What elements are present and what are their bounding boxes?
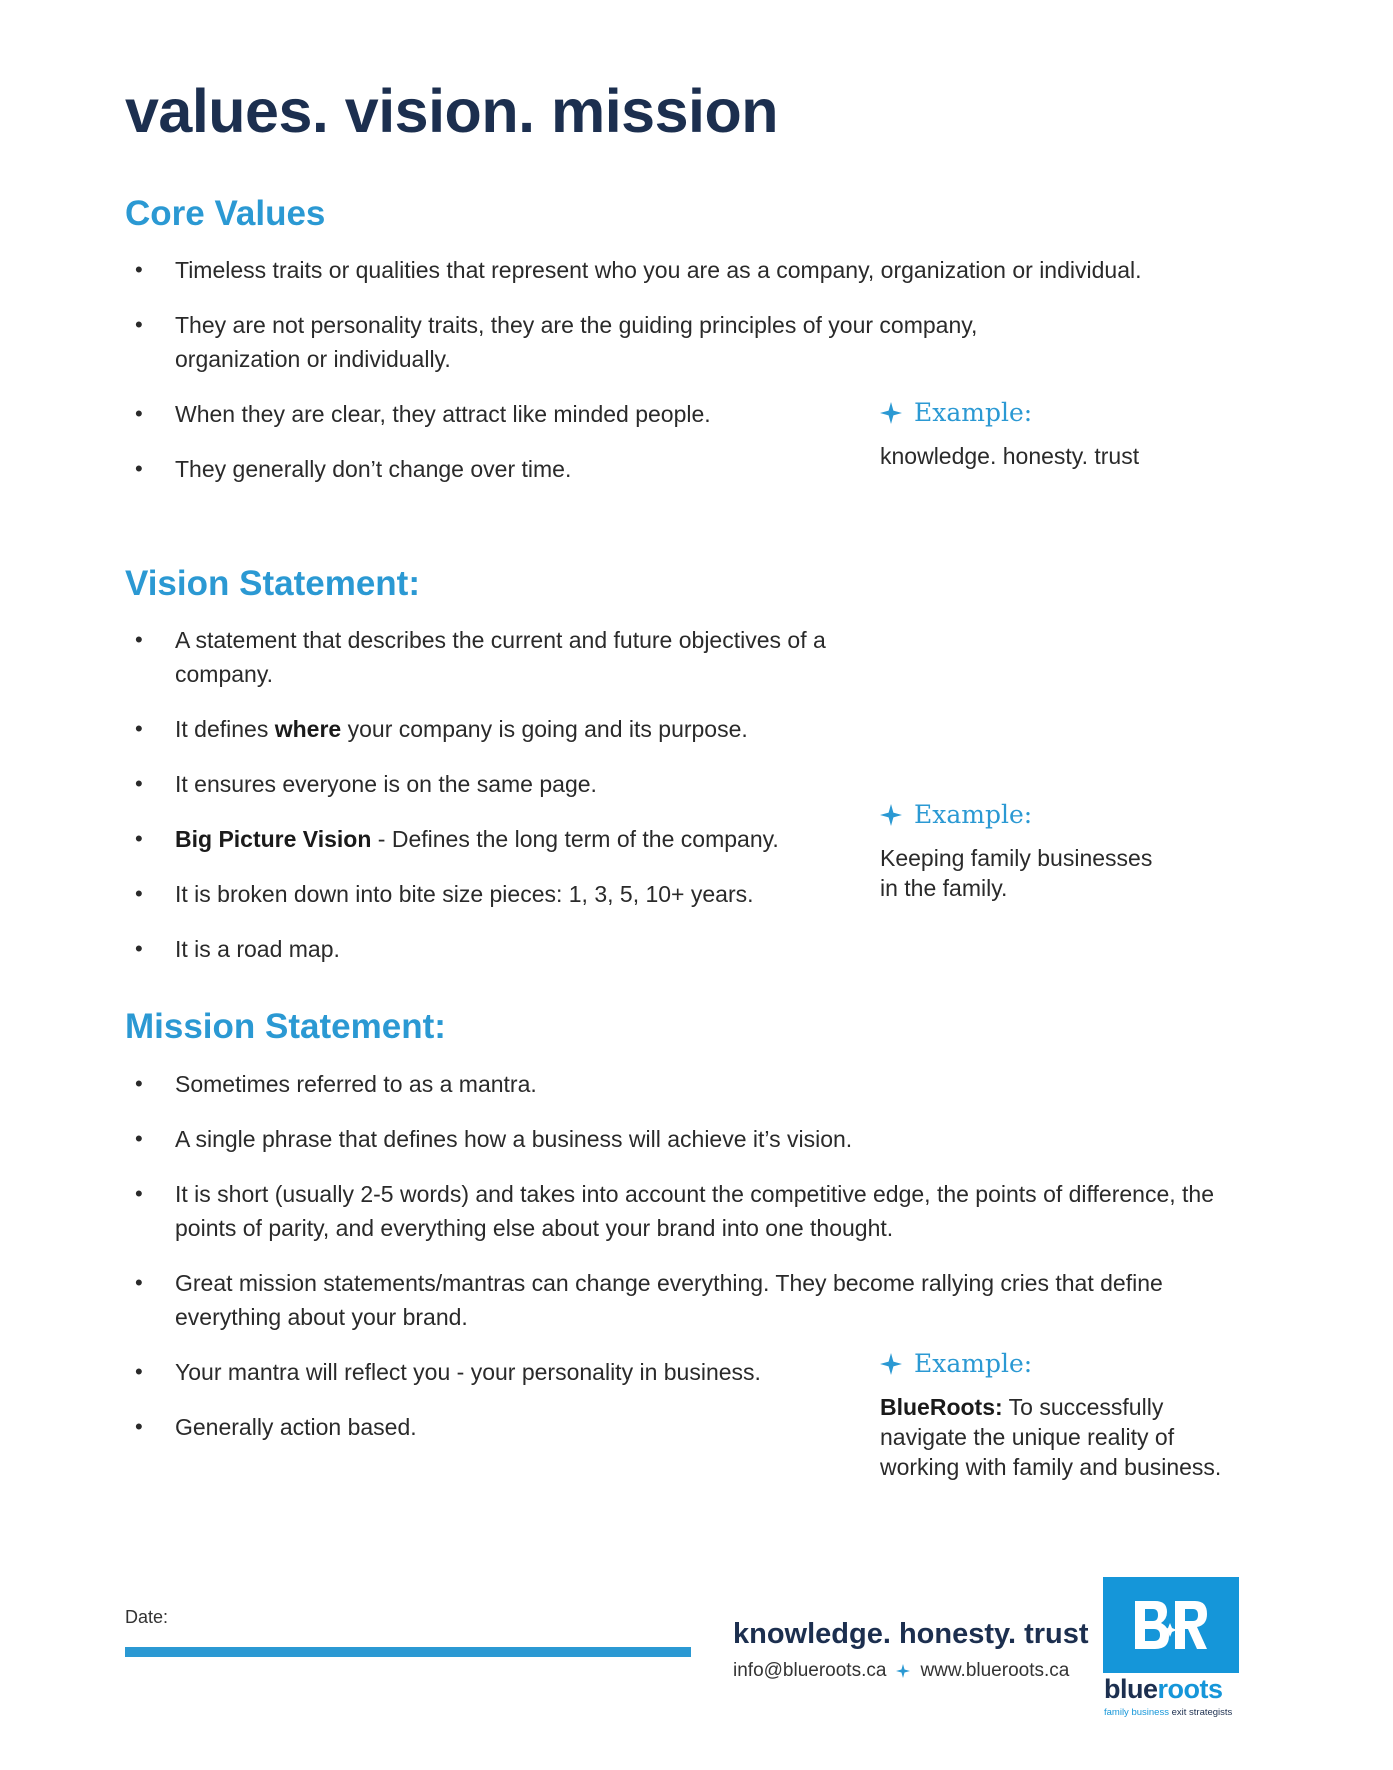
blueroots-logo-icon	[1103, 1577, 1239, 1673]
date-line	[125, 1647, 691, 1657]
bullet-text: your company is going and its purpose.	[341, 716, 748, 742]
list-item: • It is broken down into bite size pieces: 1, 3, 5, 10+ years.	[125, 877, 905, 911]
logo-word-a: blue	[1104, 1674, 1158, 1704]
list-item: • Sometimes referred to as a mantra.	[125, 1067, 1245, 1101]
example-label: Example:	[914, 1349, 1033, 1378]
example-emphasis: BlueRoots:	[880, 1394, 1003, 1420]
website-link[interactable]: www.blueroots.ca	[920, 1660, 1070, 1681]
footer-tagline: knowledge. honesty. trust	[733, 1618, 1089, 1650]
br-monogram-icon	[1131, 1597, 1211, 1653]
list-item: • They generally don’t change over time.	[125, 452, 1205, 486]
list-item: • Your mantra will reflect you - your personality in business.	[125, 1355, 1245, 1389]
logo-wordmark	[1104, 1674, 1223, 1705]
footer-contact	[733, 1660, 1069, 1682]
example-text: knowledge. honesty. trust	[880, 443, 1140, 469]
sparkle-icon	[896, 1664, 910, 1678]
example-line: navigate the unique reality of	[880, 1424, 1175, 1450]
example-text	[880, 1392, 1221, 1482]
email-link[interactable]: info@blueroots.ca	[733, 1660, 887, 1681]
sparkle-icon	[880, 804, 902, 826]
list-item: • When they are clear, they attract like minded people.	[125, 397, 1205, 431]
list-item: • It is a road map.	[125, 932, 905, 966]
bullet-emphasis: where	[274, 716, 342, 742]
page-title: values. vision. mission	[125, 77, 778, 145]
sparkle-icon	[880, 1353, 902, 1375]
example-text	[880, 843, 1152, 903]
example-line: Keeping family businesses	[880, 845, 1153, 871]
list-item: • It ensures everyone is on the same page.	[125, 767, 905, 801]
core-values-heading: Core Values	[125, 194, 326, 233]
list-item: • Great mission statements/mantras can change everything. They become rallying cries that define everything about your brand.	[125, 1266, 1215, 1334]
sparkle-icon	[880, 402, 902, 424]
example-line: To successfully	[1002, 1394, 1164, 1420]
vision-example	[880, 800, 1152, 903]
example-label: Example:	[914, 398, 1033, 427]
list-item	[125, 822, 905, 856]
list-item: • Timeless traits or qualities that represent who you are as a company, organization or individual.	[125, 253, 1205, 287]
list-item	[125, 712, 905, 746]
mission-heading: Mission Statement:	[125, 1007, 446, 1046]
list-item: • A single phrase that defines how a business will achieve it’s vision.	[125, 1122, 1245, 1156]
logo-subtitle	[1104, 1707, 1232, 1718]
date-label: Date:	[125, 1607, 169, 1627]
vision-list	[125, 623, 905, 987]
bullet-text: - Defines the long term of the company.	[371, 826, 779, 852]
bullet-emphasis: Big Picture Vision	[175, 826, 372, 852]
example-line: working with family and business.	[880, 1454, 1222, 1480]
list-item: • They are not personality traits, they are the guiding principles of your company, organization or individually.	[125, 308, 1075, 376]
bullet-text: It defines	[175, 716, 275, 742]
logo-word-b: roots	[1157, 1674, 1223, 1704]
list-item: • Generally action based.	[125, 1410, 1245, 1444]
mission-example	[880, 1349, 1221, 1482]
logo-sub-b: exit strategists	[1168, 1707, 1233, 1718]
list-item: • A statement that describes the current and future objectives of a company.	[125, 623, 905, 691]
core-values-example	[880, 398, 1139, 471]
example-line: in the family.	[880, 875, 1008, 901]
vision-heading: Vision Statement:	[125, 564, 420, 603]
example-label: Example:	[914, 800, 1033, 829]
logo-sub-a: family business	[1104, 1707, 1169, 1718]
list-item: • It is short (usually 2-5 words) and takes into account the competitive edge, the points of difference, the points of parity, and everything else about your brand into one thought.	[125, 1177, 1245, 1245]
